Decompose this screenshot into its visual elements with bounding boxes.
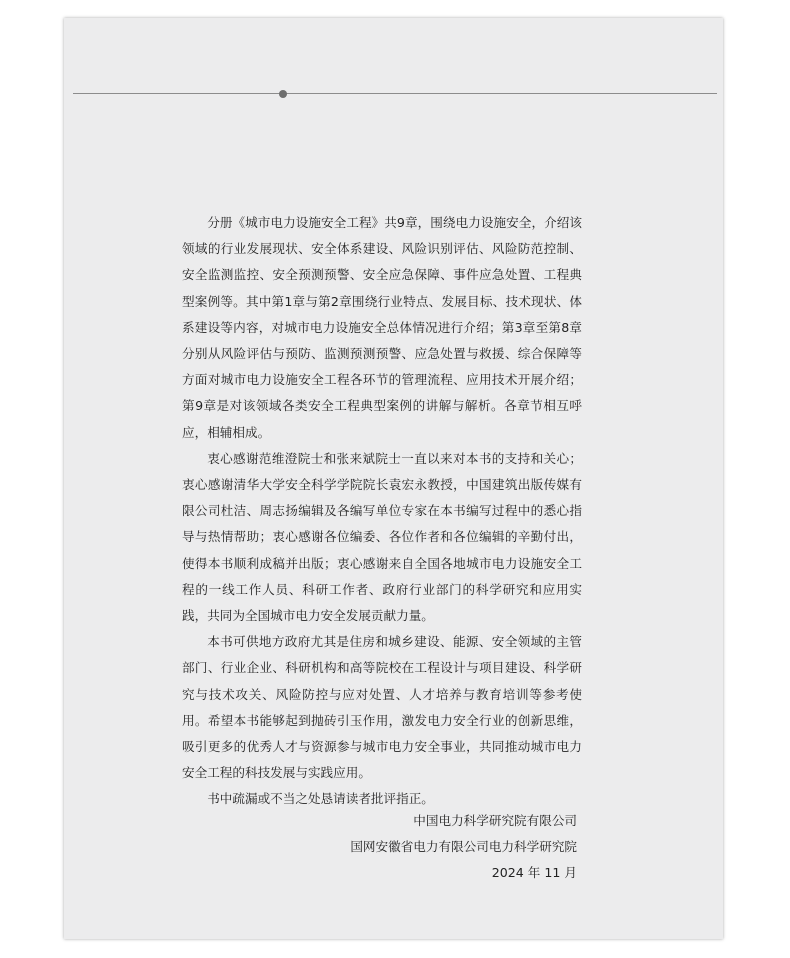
signature-block xyxy=(350,808,577,887)
paragraph-feedback-request: 书中疏漏或不当之处恳请读者批评指正。 xyxy=(207,791,434,807)
paragraph-book-overview: 分册《城市电力设施安全工程》共9章，围绕电力设施安全，介绍该领域的行业发展现状、安全体系建设、风险识别评估、风险防范控制、安全监测监控、安全预测预警、安全应急保障、事件应急处置、工程典型案例等。其中第1章与第2章围绕行业特点、发展目标、技术现状、体系建设等内容，对城市电力设施安全总体情况进行介绍；第3章至第8章分别从风险评估与预防、监测预测预警、应急处置与救援、综合保障等方面对城市电力设施安全工程各环节的管理流程、应用技术开展介绍；第9章是对该领域各类安全工程典型案例的讲解与解析。各章节相互呼应，相辅相成。 xyxy=(182,215,582,440)
signature-date: 2024 年 11 月 xyxy=(491,865,577,881)
paragraph-acknowledgements: 衷心感谢范维澄院士和张来斌院士一直以来对本书的支持和关心；衷心感谢清华大学安全科学学院院长袁宏永教授，中国建筑出版传媒有限公司杜洁、周志扬编辑及各编写单位专家在本书编写过程中的悉心指导与热情帮助；衷心感谢各位编委、各位作者和各位编辑的辛勤付出，使得本书顺利成稿并出版；衷心感谢来自全国各地城市电力设施安全工程的一线工作人员、科研工作者、政府行业部门的科学研究和应用实践，共同为全国城市电力安全发展贡献力量。 xyxy=(182,450,582,624)
paragraph-intended-readers: 本书可供地方政府尤其是住房和城乡建设、能源、安全领域的主管部门、行业企业、科研机构和高等院校在工程设计与项目建设、科学研究与技术攻关、风险防控与应对处置、人才培养与教育培训等参考使用。希望本书能够起到抛砖引玉作用，激发电力安全行业的创新思维，吸引更多的优秀人才与资源参与城市电力安全事业，共同推动城市电力安全工程的科技发展与实践应用。 xyxy=(182,634,582,781)
document-page xyxy=(64,18,723,939)
header-divider xyxy=(73,93,717,94)
preface-body xyxy=(182,210,582,813)
signature-org-1: 中国电力科学研究院有限公司 xyxy=(413,813,577,828)
header-bullet-dot xyxy=(279,90,287,98)
signature-org-2: 国网安徽省电力有限公司电力科学研究院 xyxy=(350,839,577,855)
